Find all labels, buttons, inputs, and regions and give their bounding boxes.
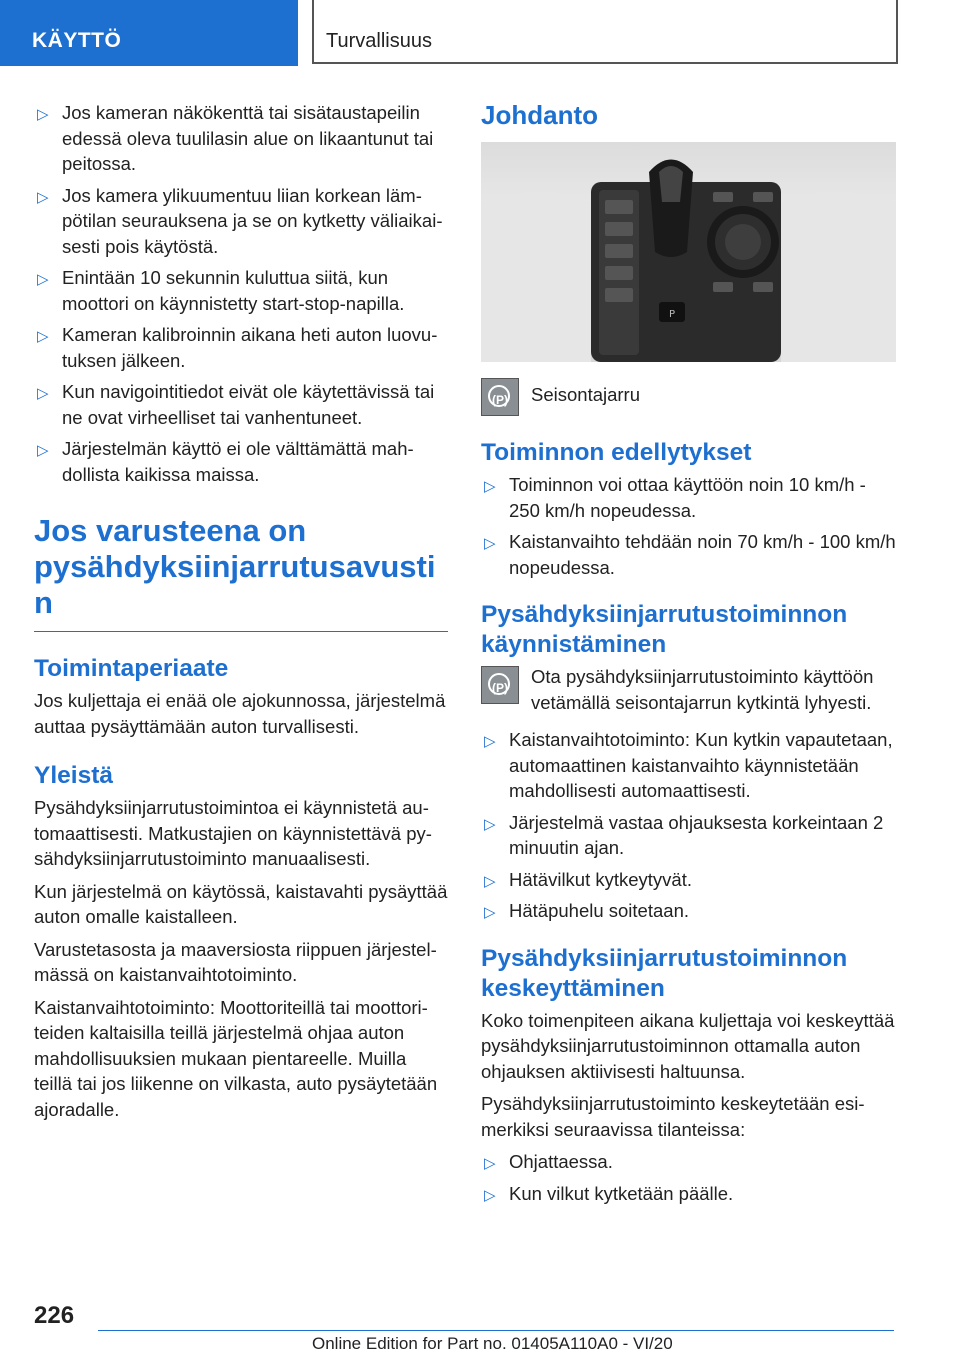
triangle-bullet-icon: ▷ [37, 271, 49, 288]
subheading-johdanto: Johdanto [481, 100, 598, 130]
list-item: ▷ Jos kamera ylikuumentuu liian korkean lämpötilan seurauksena ja se on kytketty väliaikaisesti pois käytöstä. [37, 184, 443, 257]
left-column [34, 100, 448, 1129]
triangle-bullet-icon: ▷ [484, 815, 496, 833]
parking-brake-glyph: (P) [492, 393, 508, 407]
triangle-bullet-icon: ▷ [37, 442, 49, 459]
list-item: ▷ Järjestelmä vastaa ohjauksesta korkeintaan 2 minuutin ajan. [484, 811, 884, 858]
subheading-yleista: Yleistä [34, 762, 113, 789]
triangle-bullet-icon: ▷ [37, 188, 49, 206]
paragraph: Pysähdyksiinjarrutustoimintoa ei käynnistetä automaattisesti. Matkustajien on käynnistettävä pysähdyksiinjarrutustoiminto manuaalisesti. [34, 797, 432, 869]
subheading-keskeyttaminen: Pysähdyksiinjarrutustoiminnon keskeyttäminen [481, 944, 848, 1002]
list-item: ▷ Kun navigointitiedot eivät ole käytettävissä tai ne ovat virheelliset tai vanhentuneet. [37, 381, 435, 428]
triangle-bullet-icon: ▷ [484, 535, 496, 552]
list-item: ▷ Kaistanvaihtotoiminto: Kun kytkin vapautetaan, automaattinen kaistanvaihto käynnistetään mahdollisesti automaattisesti. [484, 729, 893, 801]
section-label: KÄYTTÖ [32, 29, 122, 52]
triangle-bullet-icon: ▷ [37, 385, 49, 402]
footer-edition: Online Edition for Part no. 01405A110A0 - VI/20 [312, 1334, 673, 1353]
triangle-bullet-icon: ▷ [484, 904, 496, 921]
parking-brake-row [481, 664, 896, 715]
subheading-toimintaperiaate: Toimintaperiaate [34, 655, 229, 682]
list-item: ▷ Kaistanvaihto tehdään noin 70 km/h - 100 km/h nopeudessa. [484, 531, 896, 578]
paragraph: Kaistanvaihtotoiminto: Moottoriteillä tai moottoriteiden kaltaisilla teillä järjestelmä ohjaa auton mahdollisuuksien mukaan pientareelle. Muilla teillä tai jos liikenne on vilkasta, auto pysäytetään ajoradalle. [34, 996, 438, 1120]
subheading-edellytykset: Toiminnon edellytykset [481, 439, 752, 466]
parking-brake-glyph: (P) [492, 681, 508, 695]
chapter-tab [312, 0, 898, 64]
icon-caption: Seisontajarru [531, 384, 641, 405]
list-item: ▷ Jos kameran näkökenttä tai sisätaustapeilin edessä oleva tuulilasin alue on likaantunut tai peitossa. [37, 102, 434, 174]
paragraph: Varustetasosta ja maaversiosta riippuen järjestelmässä on kaistanvaihtotoiminto. [34, 938, 437, 985]
console-photo [481, 142, 896, 362]
list-item: ▷ Enintään 10 sekunnin kuluttua siitä, kun moottori on käynnistetty start-stop-napilla. [37, 267, 405, 314]
parking-brake-icon [481, 666, 519, 704]
page-number: 226 [34, 1302, 75, 1329]
section-heading: Jos varusteena on pysähdyksiinjarrutusavusti n [34, 513, 448, 632]
footer-divider [98, 1330, 894, 1331]
console-illustration [481, 142, 896, 362]
subheading-kaynnistaminen: Pysähdyksiinjarrutustoiminnon käynnistäminen [481, 601, 848, 658]
paragraph: Kun järjestelmä on käytössä, kaistavahti pysäyttää auton omalle kaistalleen. [34, 880, 448, 927]
triangle-bullet-icon: ▷ [484, 1186, 496, 1204]
list-item: ▷ Hätäpuhelu soitetaan. [481, 898, 896, 924]
list-item: ▷ Kameran kalibroinnin aikana heti auton luovutuksen jälkeen. [37, 324, 438, 371]
parking-brake-row [481, 376, 896, 416]
triangle-bullet-icon: ▷ [484, 733, 496, 750]
triangle-bullet-icon: ▷ [37, 328, 49, 345]
paragraph: Ota pysähdyksiinjarrutustoiminto käyttöön vetämällä seisontajarrun kytkintä lyhyesti. [531, 666, 874, 713]
paragraph: Koko toimenpiteen aikana kuljettaja voi keskeyttää pysähdyksiinjarrutustoiminnon ottamalla auton ohjauksen aktiivisesti haltuunsa. [481, 1009, 895, 1082]
list-item: ▷ Kun vilkut kytketään päälle. [481, 1181, 896, 1207]
right-column [481, 100, 896, 1212]
triangle-bullet-icon: ▷ [484, 478, 496, 495]
list-item: ▷ Hätävilkut kytkeytyvät. [481, 867, 896, 893]
chapter-label: Turvallisuus [326, 30, 432, 52]
park-button-label: P [668, 309, 676, 320]
triangle-bullet-icon: ▷ [484, 872, 496, 890]
triangle-bullet-icon: ▷ [484, 1155, 496, 1172]
list-item: ▷ Ohjattaessa. [481, 1149, 896, 1175]
section-tab [0, 0, 298, 66]
paragraph: Pysähdyksiinjarrutustoiminto keskeytetään esimerkiksi seuraavissa tilanteissa: [481, 1093, 865, 1140]
paragraph: Jos kuljettaja ei enää ole ajokunnossa, järjestelmä auttaa pysäyttämään auton turvallisesti. [34, 690, 446, 737]
list-item: ▷ Järjestelmän käyttö ei ole välttämättä mahdollista kaikissa maissa. [37, 438, 414, 485]
parking-brake-icon [481, 378, 519, 416]
list-item: ▷ Toiminnon voi ottaa käyttöön noin 10 km/h - 250 km/h nopeudessa. [484, 474, 866, 521]
triangle-bullet-icon: ▷ [37, 106, 49, 123]
